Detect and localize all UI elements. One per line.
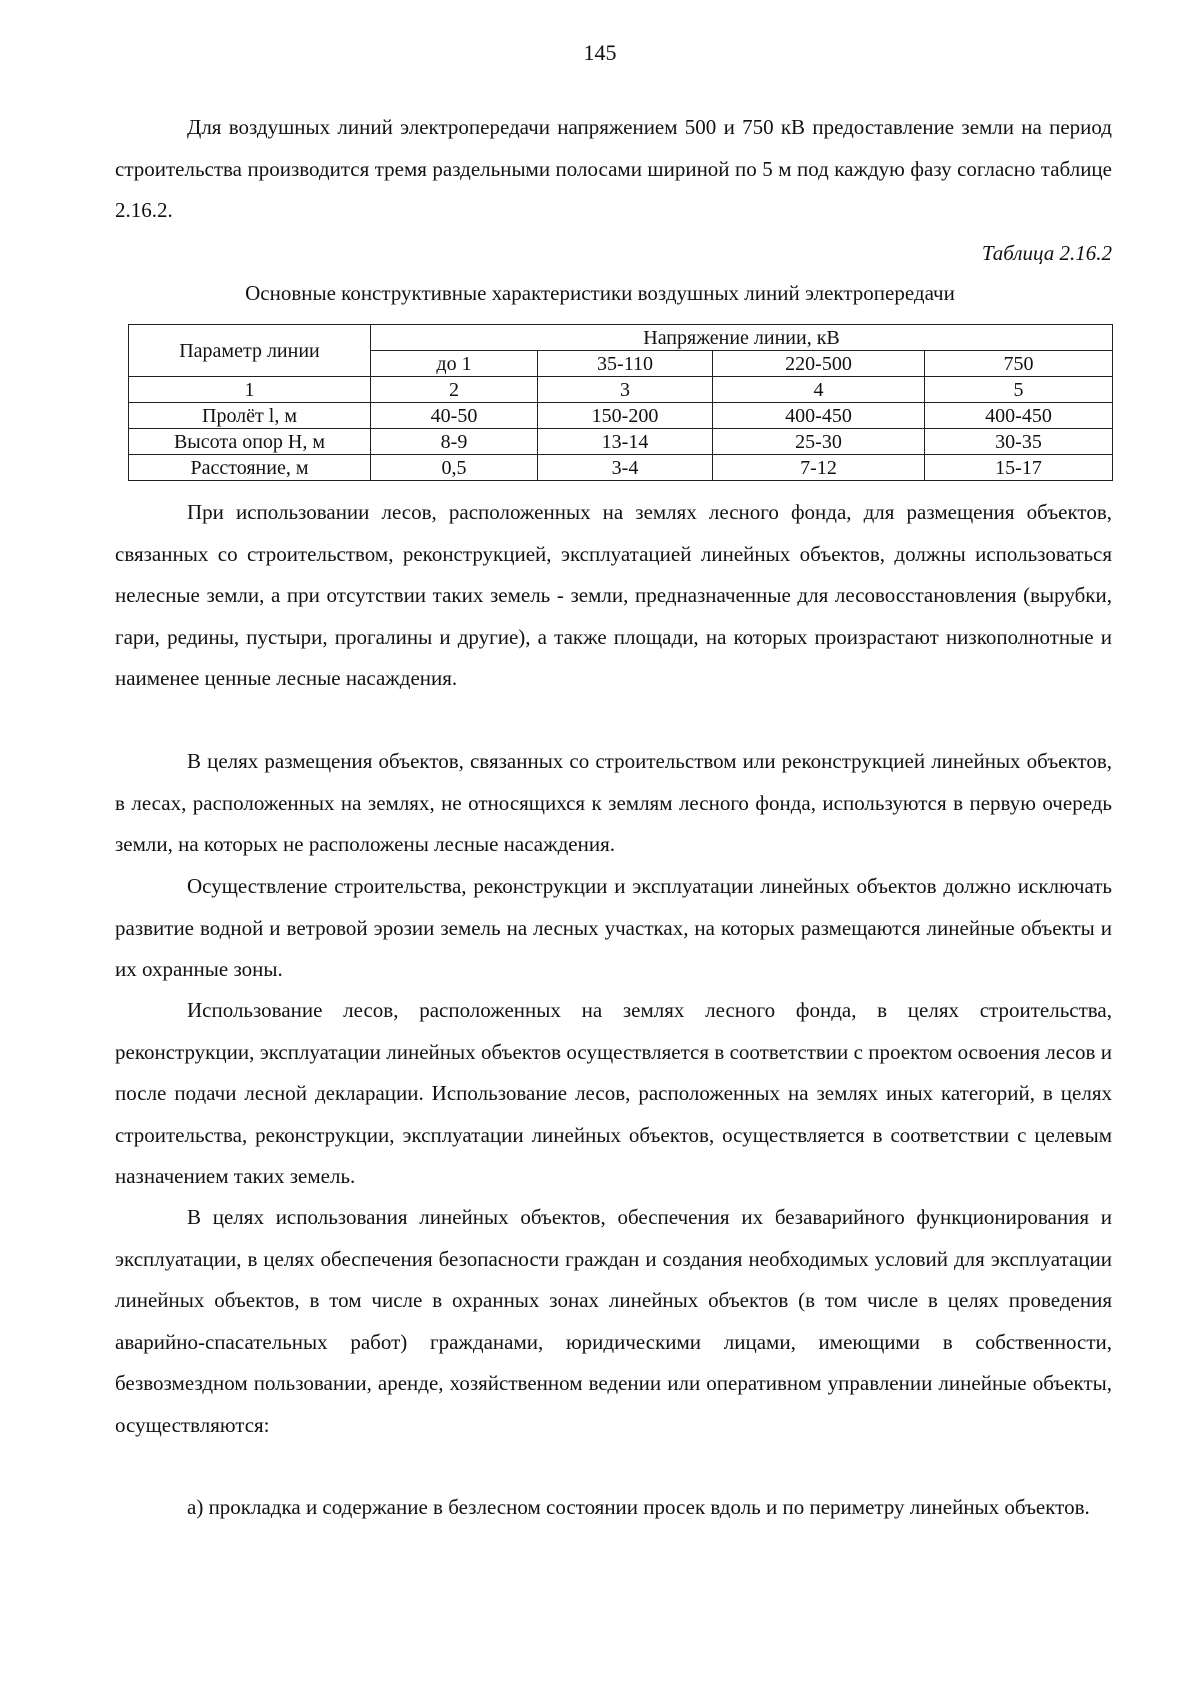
table-cell: 13-14 (538, 429, 713, 455)
table-cell: 40-50 (371, 403, 538, 429)
table-label: Таблица 2.16.2 (981, 241, 1112, 265)
table-cell: 30-35 (925, 429, 1113, 455)
table-cell: 400-450 (925, 403, 1113, 429)
body-paragraph: Использование лесов, расположенных на землях лесного фонда, в целях строительства, реконструкции, эксплуатации линейных объектов осуществляется в соответствии с проектом освоения лесов и после подачи лесной декларации. Использование лесов, расположенных на землях иных категорий, в целях строительства, реконструкции, эксплуатации линейных объектов, осуществляется в соответствии с целевым назначением таких земель. (115, 998, 1112, 1188)
param-header: Параметр линии (129, 325, 371, 377)
table-cell: 0,5 (371, 455, 538, 481)
voltage-column: 220-500 (713, 351, 925, 377)
body-paragraph: При использовании лесов, расположенных на землях лесного фонда, для размещения объектов, связанных со строительством, реконструкцией, эксплуатацией линейных объектов, должны использоваться нелесные земли, а при отсутствии таких земель - земли, предназначенные для лесовосстановления (вырубки, гари, редины, пустыри, прогалины и другие), а также площади, на которых произрастают низкополнотные и наименее ценные лесные насаждения. (115, 500, 1112, 690)
row-label: Пролёт l, м (129, 403, 371, 429)
column-number: 3 (538, 377, 713, 403)
column-number: 4 (713, 377, 925, 403)
body-paragraph: В целях размещения объектов, связанных со строительством или реконструкцией линейных объектов, в лесах, расположенных на землях, не относящихся к землям лесного фонда, используются в первую очередь земли, на которых не расположены лесные насаждения. (115, 749, 1112, 856)
voltage-column: 35-110 (538, 351, 713, 377)
column-number: 5 (925, 377, 1113, 403)
voltage-column: 750 (925, 351, 1113, 377)
table-title: Основные конструктивные характеристики воздушных линий электропередачи (245, 281, 955, 305)
body-paragraph: Осуществление строительства, реконструкции и эксплуатации линейных объектов должно исключать развитие водной и ветровой эрозии земель на лесных участках, на которых размещаются линейные объекты и их охранные зоны. (115, 874, 1112, 981)
column-number: 1 (129, 377, 371, 403)
table-cell: 15-17 (925, 455, 1113, 481)
row-label: Высота опор H, м (129, 429, 371, 455)
intro-paragraph: Для воздушных линий электропередачи напряжением 500 и 750 кВ предоставление земли на период строительства производится тремя раздельными полосами шириной по 5 м под каждую фазу согласно таблице 2.16.2. (115, 115, 1112, 222)
table-cell: 25-30 (713, 429, 925, 455)
table-row (129, 429, 1113, 455)
table-row (129, 455, 1113, 481)
body-paragraph: а) прокладка и содержание в безлесном состоянии просек вдоль и по периметру линейных объектов. (187, 1495, 1090, 1519)
voltage-header: Напряжение линии, кВ (371, 325, 1113, 351)
table-cell: 8-9 (371, 429, 538, 455)
column-number: 2 (371, 377, 538, 403)
table-cell: 7-12 (713, 455, 925, 481)
table-header-row (129, 325, 1113, 351)
column-number-row (129, 377, 1113, 403)
body-paragraph: В целях использования линейных объектов, обеспечения их безаварийного функционирования и эксплуатации, в целях обеспечения безопасности граждан и создания необходимых условий для эксплуатации линейных объектов, в том числе в охранных зонах линейных объектов (в том числе в целях проведения аварийно-спасательных работ) гражданами, юридическими лицами, имеющими в собственности, безвозмездном пользовании, аренде, хозяйственном ведении или оперативном управлении линейные объекты, осуществляются: (115, 1205, 1112, 1437)
table-cell: 400-450 (713, 403, 925, 429)
table-row (129, 403, 1113, 429)
table-cell: 3-4 (538, 455, 713, 481)
page-number: 145 (583, 40, 617, 65)
row-label: Расстояние, м (129, 455, 371, 481)
table-cell: 150-200 (538, 403, 713, 429)
parameters-table (128, 324, 1113, 481)
voltage-column: до 1 (371, 351, 538, 377)
